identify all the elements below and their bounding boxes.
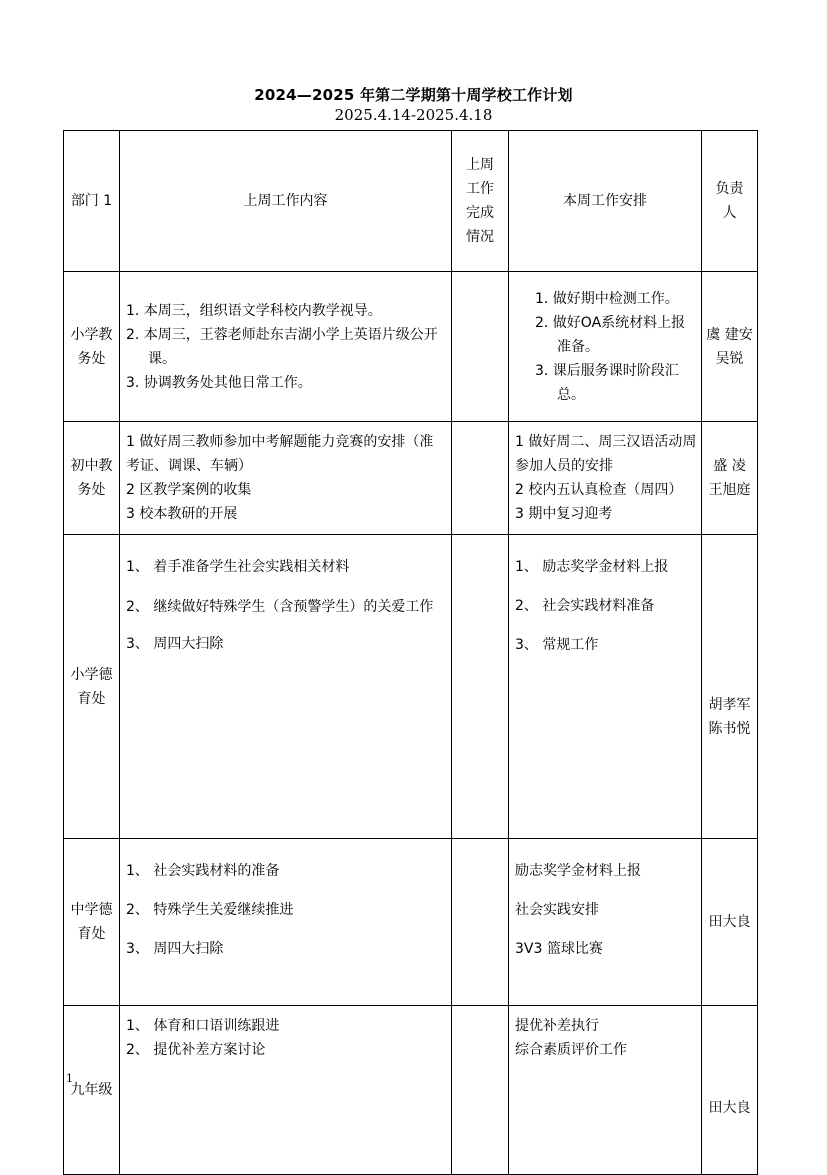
table-row (64, 535, 758, 839)
department-cell: 初中教务处 (64, 422, 120, 535)
last-week-cell (120, 535, 452, 839)
list-item: 3V3 篮球比赛 (515, 941, 603, 957)
table-row (64, 422, 758, 535)
list-item: 2. 做好OA系统材料上报准备。 (535, 314, 686, 355)
header-last-week: 上周工作内容 (120, 131, 452, 272)
list-item: 2、 社会实践材料准备 (515, 598, 655, 614)
department-cell: 九年级 (64, 1006, 120, 1175)
list-item: 3、 常规工作 (515, 637, 599, 653)
list-item: 1 做好周二、周三汉语活动周参加人员的安排 (515, 434, 697, 474)
this-week-cell (509, 535, 702, 839)
list-item: 2、 特殊学生关爱继续推进 (126, 902, 294, 918)
last-week-cell (120, 1006, 452, 1175)
list-item: 励志奖学金材料上报 (515, 863, 641, 879)
list-item: 1、 体育和口语训练跟进 (126, 1018, 280, 1034)
this-week-cell (509, 272, 702, 422)
list-item: 1. 做好期中检测工作。 (535, 290, 679, 307)
this-week-cell (509, 1006, 702, 1175)
work-plan-table (63, 130, 758, 1175)
table-row (64, 272, 758, 422)
page-number: 1 (66, 1072, 73, 1085)
completion-cell (452, 422, 509, 535)
last-week-cell (120, 272, 452, 422)
list-item: 2 校内五认真检查（周四） (515, 482, 683, 498)
list-item: 1 做好周三教师参加中考解题能力竞赛的安排（准考证、调课、车辆） (126, 434, 434, 474)
list-item: 2、 继续做好特殊学生（含预警学生）的关爱工作 (126, 599, 434, 615)
list-item: 3、 周四大扫除 (126, 941, 224, 957)
owner-cell: 盛 凌 王旭庭 (702, 422, 758, 535)
completion-cell (452, 535, 509, 839)
header-owner: 负责人 (702, 131, 758, 272)
table-row (64, 839, 758, 1006)
list-item: 1、 着手准备学生社会实践相关材料 (126, 559, 350, 575)
list-item: 1、 励志奖学金材料上报 (515, 559, 669, 575)
list-item: 3 校本教研的开展 (126, 506, 238, 522)
department-cell: 小学德育处 (64, 535, 120, 839)
header-department: 部门 1 (64, 131, 120, 272)
owner-cell: 田大良 (702, 1006, 758, 1175)
list-item: 2、 提优补差方案讨论 (126, 1042, 266, 1058)
header-this-week: 本周工作安排 (509, 131, 702, 272)
department-cell: 中学德育处 (64, 839, 120, 1006)
last-week-cell (120, 422, 452, 535)
list-item: 2 区教学案例的收集 (126, 482, 252, 498)
date-range: 2025.4.14-2025.4.18 (334, 106, 493, 124)
owner-cell: 田大良 (702, 839, 758, 1006)
this-week-cell (509, 839, 702, 1006)
list-item: 2. 本周三，王蓉老师赴东吉湖小学上英语片级公开课。 (126, 326, 438, 367)
completion-cell (452, 839, 509, 1006)
document-title: 2024—2025 年第二学期第十周学校工作计划 (254, 86, 573, 104)
list-item: 3、 周四大扫除 (126, 636, 224, 652)
completion-cell (452, 272, 509, 422)
list-item: 社会实践安排 (515, 902, 599, 918)
owner-cell: 胡孝军 陈书悦 (702, 535, 758, 839)
list-item: 3. 协调教务处其他日常工作。 (126, 374, 312, 391)
last-week-cell (120, 839, 452, 1006)
list-item: 3 期中复习迎考 (515, 506, 613, 522)
list-item: 1. 本周三，组织语文学科校内教学视导。 (126, 302, 382, 319)
list-item: 3. 课后服务课时阶段汇总。 (535, 362, 679, 403)
list-item: 综合素质评价工作 (515, 1042, 627, 1058)
department-cell: 小学教务处 (64, 272, 120, 422)
table-header-row (64, 131, 758, 272)
this-week-cell (509, 422, 702, 535)
list-item: 1、 社会实践材料的准备 (126, 863, 280, 879)
list-item: 提优补差执行 (515, 1018, 599, 1034)
header-completion: 上周工作完成情况 (452, 131, 509, 272)
completion-cell (452, 1006, 509, 1175)
owner-cell: 虞 建安 吴锐 (702, 272, 758, 422)
table-row (64, 1006, 758, 1175)
